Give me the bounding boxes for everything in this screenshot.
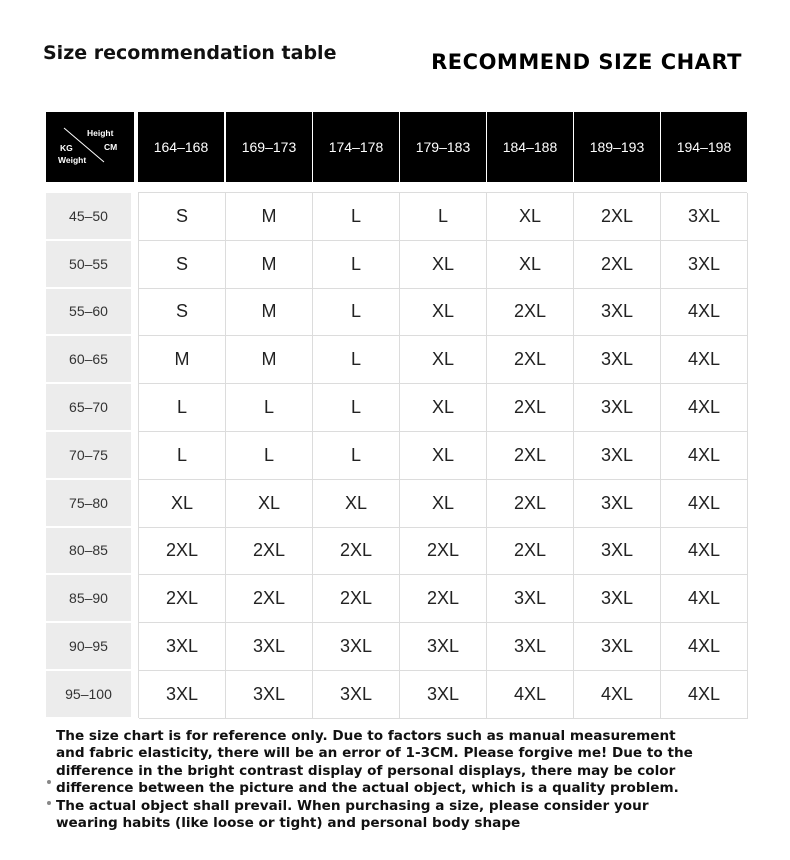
size-cell: XL [487, 193, 574, 241]
size-cell: XL [400, 384, 487, 432]
size-cell: 3XL [574, 575, 661, 623]
size-grid [138, 192, 747, 718]
note-line: difference in the bright contrast display of personal displays, there may be color [56, 762, 676, 779]
size-cell: S [139, 193, 226, 241]
note-line: and fabric elasticity, there will be an error of 1-3CM. Please forgive me! Due to the [56, 745, 693, 762]
weight-row-header: 50–55 [46, 241, 131, 287]
size-cell: 2XL [313, 575, 400, 623]
size-cell: 3XL [400, 671, 487, 719]
size-cell: 3XL [313, 671, 400, 719]
note-line: The size chart is for reference only. Due to factors such as manual measurement [56, 728, 676, 744]
size-cell: XL [313, 480, 400, 528]
size-cell: 4XL [574, 671, 661, 719]
size-cell: 2XL [139, 528, 226, 576]
size-cell: 4XL [661, 432, 748, 480]
cm-label: CM [104, 142, 118, 152]
weight-row-header: 45–50 [46, 193, 131, 239]
size-cell: 2XL [313, 528, 400, 576]
size-cell: 2XL [139, 575, 226, 623]
chart-title: RECOMMEND SIZE CHART [431, 50, 742, 74]
size-cell: 2XL [574, 193, 661, 241]
size-cell: 2XL [574, 241, 661, 289]
size-cell: 4XL [661, 575, 748, 623]
size-cell: 2XL [487, 480, 574, 528]
size-cell: L [313, 241, 400, 289]
size-cell: 2XL [226, 528, 313, 576]
size-cell: 3XL [487, 623, 574, 671]
size-cell: XL [400, 432, 487, 480]
size-cell: 4XL [661, 671, 748, 719]
size-cell: 3XL [574, 623, 661, 671]
size-cell: XL [400, 241, 487, 289]
size-cell: 2XL [487, 289, 574, 337]
weight-row-header: 75–80 [46, 480, 131, 526]
size-cell: L [400, 193, 487, 241]
size-cell: L [313, 289, 400, 337]
size-cell: L [313, 336, 400, 384]
size-cell: 4XL [661, 623, 748, 671]
weight-row-header: 60–65 [46, 336, 131, 382]
table-corner-header [46, 112, 134, 182]
size-cell: XL [400, 289, 487, 337]
height-column-header: 169–173 [226, 112, 312, 182]
weight-row-header: 65–70 [46, 384, 131, 430]
size-cell: M [226, 336, 313, 384]
note-line: The actual object shall prevail. When purchasing a size, please consider your [56, 797, 649, 814]
size-cell: L [313, 193, 400, 241]
size-cell: S [139, 241, 226, 289]
bullet-dot [47, 780, 51, 784]
weight-row-header: 70–75 [46, 432, 131, 478]
size-cell: 3XL [226, 671, 313, 719]
size-cell: 3XL [574, 480, 661, 528]
size-cell: 3XL [139, 671, 226, 719]
page-title: Size recommendation table [43, 42, 337, 64]
size-cell: 3XL [313, 623, 400, 671]
size-cell: L [139, 432, 226, 480]
weight-row-header: 55–60 [46, 289, 131, 335]
weight-row-header: 95–100 [46, 671, 131, 717]
size-cell: 4XL [661, 289, 748, 337]
size-cell: 2XL [400, 528, 487, 576]
size-cell: M [139, 336, 226, 384]
height-column-header: 194–198 [661, 112, 747, 182]
size-cell: XL [400, 480, 487, 528]
size-cell: 2XL [226, 575, 313, 623]
size-cell: 3XL [400, 623, 487, 671]
size-cell: 3XL [574, 432, 661, 480]
size-cell: 3XL [574, 336, 661, 384]
size-cell: L [313, 384, 400, 432]
size-cell: 2XL [487, 384, 574, 432]
size-cell: 4XL [661, 480, 748, 528]
weight-row-header: 90–95 [46, 623, 131, 669]
size-cell: M [226, 241, 313, 289]
size-cell: 4XL [661, 384, 748, 432]
weight-row-header: 80–85 [46, 528, 131, 574]
size-cell: 4XL [487, 671, 574, 719]
size-cell: 3XL [574, 528, 661, 576]
size-cell: L [313, 432, 400, 480]
height-column-header: 184–188 [487, 112, 573, 182]
size-cell: 3XL [574, 384, 661, 432]
size-cell: 3XL [139, 623, 226, 671]
size-cell: 4XL [661, 336, 748, 384]
size-cell: XL [487, 241, 574, 289]
weight-label: Weight [58, 155, 87, 165]
size-cell: 3XL [226, 623, 313, 671]
size-cell: XL [400, 336, 487, 384]
size-cell: 3XL [487, 575, 574, 623]
height-column-header: 179–183 [400, 112, 486, 182]
size-cell: L [226, 432, 313, 480]
height-column-header: 174–178 [313, 112, 399, 182]
size-cell: 2XL [487, 336, 574, 384]
size-cell: L [226, 384, 313, 432]
size-cell: S [139, 289, 226, 337]
bullet-dot [47, 801, 51, 805]
height-column-header: 164–168 [138, 112, 224, 182]
size-cell: 3XL [574, 289, 661, 337]
note-line: wearing habits (like loose or tight) and personal body shape [56, 815, 521, 832]
size-cell: 2XL [487, 528, 574, 576]
size-cell: XL [226, 480, 313, 528]
size-cell: 2XL [487, 432, 574, 480]
size-cell: M [226, 193, 313, 241]
kg-label: KG [60, 143, 73, 153]
size-cell: 3XL [661, 241, 748, 289]
size-cell: XL [139, 480, 226, 528]
weight-row-header: 85–90 [46, 575, 131, 621]
size-cell: M [226, 289, 313, 337]
size-cell: 2XL [400, 575, 487, 623]
note-line: difference between the picture and the actual object, which is a quality problem. [56, 780, 679, 797]
size-cell: 4XL [661, 528, 748, 576]
size-cell: L [139, 384, 226, 432]
height-column-header: 189–193 [574, 112, 660, 182]
height-label: Height [87, 128, 114, 138]
size-cell: 3XL [661, 193, 748, 241]
